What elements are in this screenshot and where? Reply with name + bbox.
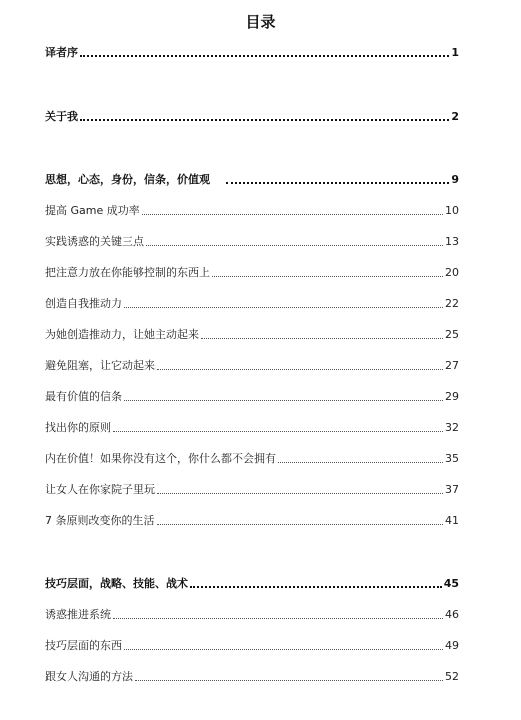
toc-entry-page: 52: [445, 670, 459, 683]
dot-leader: [146, 245, 443, 246]
dot-leader: [157, 493, 443, 494]
toc-entry[interactable]: [45, 389, 459, 405]
dot-leader: [278, 462, 443, 463]
dot-leader: [135, 680, 443, 681]
toc-entry-label: 技巧层面，战略、技能、战术: [45, 577, 188, 590]
toc-entry-label: 创造自我推动力: [45, 297, 122, 310]
toc-entry-page: 41: [445, 514, 459, 527]
toc-entry[interactable]: [45, 638, 459, 654]
toc-entry-label: 关于我: [45, 110, 78, 123]
toc-entry-label: 提高 Game 成功率: [45, 204, 140, 217]
toc-entry[interactable]: [45, 607, 459, 623]
dot-leader: [157, 524, 444, 525]
toc-entry-page: 32: [445, 421, 459, 434]
toc-entry[interactable]: [45, 451, 459, 467]
toc-entry-page: 9: [451, 173, 459, 186]
toc-entry[interactable]: [45, 420, 459, 436]
toc-entry[interactable]: [45, 669, 459, 685]
toc-entry-page: 37: [445, 483, 459, 496]
toc-entry-page: 29: [445, 390, 459, 403]
dot-leader: [142, 214, 443, 215]
dot-leader: [157, 369, 443, 370]
toc-entry-page: 27: [445, 359, 459, 372]
toc-entry-label: 最有价值的信条: [45, 390, 122, 403]
toc-entry[interactable]: [45, 172, 459, 188]
toc-entry-page: 22: [445, 297, 459, 310]
dot-leader: [124, 307, 443, 308]
toc-entry-label: 思想，心态，身份，信条，价值观: [45, 173, 210, 186]
toc-entry-page: 13: [445, 235, 459, 248]
toc-entry[interactable]: [45, 482, 459, 498]
dot-leader: [124, 649, 443, 650]
toc-entry[interactable]: [45, 109, 459, 125]
toc-entry-label: 跟女人沟通的方法: [45, 670, 133, 683]
toc-entry[interactable]: [45, 203, 459, 219]
toc-entry[interactable]: [45, 576, 459, 592]
toc-entry-label: 找出你的原则: [45, 421, 111, 434]
toc-entry-page: 46: [445, 608, 459, 621]
dot-leader: [113, 618, 443, 619]
toc-entry-page: 10: [445, 204, 459, 217]
toc-entry-label: 避免阻塞，让它动起来: [45, 359, 155, 372]
toc-entry-label: 技巧层面的东西: [45, 639, 122, 652]
toc-entry-page: 49: [445, 639, 459, 652]
toc-entry-label: 实践诱惑的关键三点: [45, 235, 144, 248]
toc-entry[interactable]: [45, 296, 459, 312]
toc-entry[interactable]: [45, 327, 459, 343]
dot-leader: [80, 55, 449, 57]
toc-entry-label: 7 条原则改变你的生活: [45, 514, 155, 527]
dot-leader: [201, 338, 443, 339]
toc-entry-page: 35: [445, 452, 459, 465]
toc-entry-label: 把注意力放在你能够控制的东西上: [45, 266, 210, 279]
dot-leader: [212, 276, 443, 277]
toc-entry[interactable]: [45, 265, 459, 281]
toc-entry-page: 25: [445, 328, 459, 341]
toc-entry-label: 内在价值！如果你没有这个，你什么都不会拥有: [45, 452, 276, 465]
toc-entry[interactable]: [45, 234, 459, 250]
toc-entry[interactable]: [45, 45, 459, 61]
toc-entry-label: 译者序: [45, 46, 78, 59]
toc-entry-label: 让女人在你家院子里玩: [45, 483, 155, 496]
page-title: 目录: [245, 13, 276, 31]
dot-leader: [124, 400, 443, 401]
toc-entry-page: 2: [451, 110, 459, 123]
toc-entry-page: 45: [443, 577, 459, 590]
toc-entry[interactable]: [45, 358, 459, 374]
toc-entry-label: 诱惑推进系统: [45, 608, 111, 621]
dot-leader: [113, 431, 443, 432]
toc-entry-label: 为她创造推动力，让她主动起来: [45, 328, 199, 341]
dot-leader: [80, 119, 449, 121]
dot-leader: [190, 586, 442, 588]
toc-entry-page: 1: [451, 46, 459, 59]
dot-leader: [226, 182, 449, 184]
toc-entry[interactable]: [45, 513, 459, 529]
toc-entry-page: 20: [445, 266, 459, 279]
